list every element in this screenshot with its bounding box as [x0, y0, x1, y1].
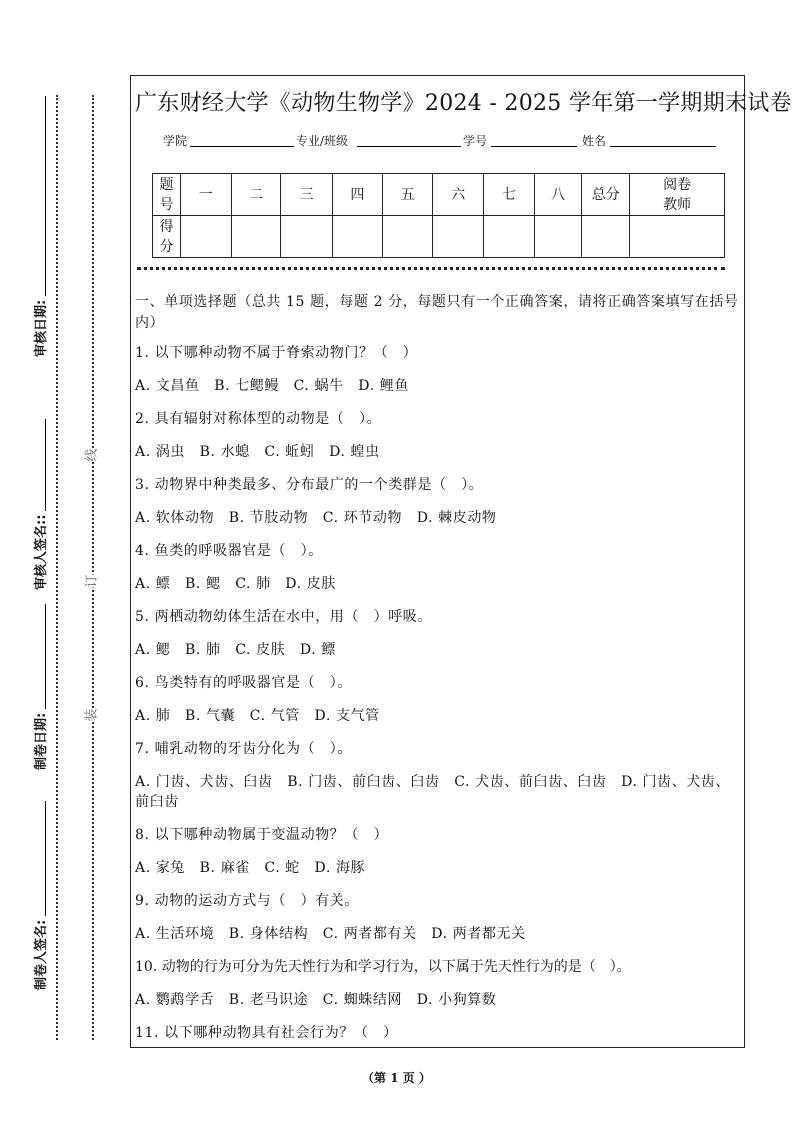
question: 6. 鸟类特有的呼吸器官是（ ）。 [135, 675, 353, 691]
score-cell[interactable] [433, 216, 484, 258]
page-number: （第 1 页 ） [362, 1071, 431, 1085]
question-options: A. 鳔 B. 鳃 C. 肺 D. 皮肤 [135, 576, 336, 592]
column-header: 总分 [582, 174, 630, 216]
column-header: 五 [382, 174, 433, 216]
dotted-divider [137, 267, 725, 270]
question-options: A. 鳃 B. 肺 C. 皮肤 D. 鳔 [135, 642, 336, 658]
question: 5. 两栖动物幼体生活在水中，用（ ）呼吸。 [135, 609, 433, 625]
question: 8. 以下哪种动物属于变温动物？（ ） [135, 827, 389, 843]
college-label: 学院 [163, 134, 188, 148]
column-header: 三 [281, 174, 333, 216]
column-header: 一 [180, 174, 231, 216]
score-cell[interactable] [484, 216, 535, 258]
section-single-choice [135, 292, 740, 1056]
review-date-line[interactable] [44, 96, 46, 296]
binding-mark-bind: 装 [84, 708, 100, 722]
maker-signature-line[interactable] [44, 801, 46, 916]
question: 7. 哺乳动物的牙齿分化为（ ）。 [135, 741, 353, 757]
student-id-label: 学号 [463, 134, 488, 148]
major-input[interactable] [357, 146, 461, 147]
question-options: A. 肺 B. 气囊 C. 气管 D. 支气管 [135, 708, 380, 724]
make-date-field[interactable] [30, 604, 49, 770]
student-info-row [0, 132, 793, 152]
binding-dotted-line-outer [56, 95, 58, 1040]
score-cell[interactable] [333, 216, 383, 258]
make-date-label: 制卷日期: [34, 712, 49, 770]
maker-signature-field[interactable] [30, 801, 49, 990]
score-cell[interactable] [231, 216, 281, 258]
question: 9. 动物的运动方式与（ ）有关。 [135, 893, 360, 909]
question-options: A. 家兔 B. 麻雀 C. 蛇 D. 海豚 [135, 860, 366, 876]
student-id-input[interactable] [491, 146, 577, 147]
question-options: A. 软体动物 B. 节肢动物 C. 环节动物 D. 棘皮动物 [135, 510, 497, 526]
reviewer-signature-line[interactable] [44, 419, 46, 511]
question-options: A. 生活环境 B. 身体结构 C. 两者都有关 D. 两者都无关 [135, 926, 526, 942]
maker-signature-label: 制卷人签名: [34, 919, 49, 990]
score-row [153, 216, 725, 258]
exam-title: 广东财经大学《动物生物学》2024 - 2025 学年第一学期期末试卷 [135, 91, 792, 116]
column-header: 四 [333, 174, 383, 216]
score-cell[interactable] [630, 216, 725, 258]
make-date-line[interactable] [44, 604, 46, 709]
question-options: A. 涡虫 B. 水螅 C. 蚯蚓 D. 蝗虫 [135, 444, 380, 460]
binding-dotted-line-inner [92, 95, 94, 1040]
question-options: A. 文昌鱼 B. 七鳃鳗 C. 蜗牛 D. 鲤鱼 [135, 378, 409, 394]
column-header: 二 [231, 174, 281, 216]
column-header: 阅卷教师 [630, 174, 725, 216]
question-options: A. 门齿、犬齿、臼齿 B. 门齿、前臼齿、臼齿 C. 犬齿、前臼齿、臼齿 D. 门齿、犬齿、前臼齿 [135, 774, 731, 810]
reviewer-signature-label: 审核人签名:: [34, 514, 49, 590]
question-number-row [153, 174, 725, 216]
question: 11. 以下哪种动物具有社会行为？（ ） [135, 1025, 398, 1041]
question: 3. 动物界中种类最多、分布最广的一个类群是（ ）。 [135, 477, 484, 493]
question: 10. 动物的行为可分为先天性行为和学习行为，以下属于先天性行为的是（ ）。 [135, 959, 631, 975]
review-date-label: 审核日期: [34, 299, 49, 357]
question: 1. 以下哪种动物不属于脊索动物门？（ ） [135, 345, 418, 361]
score-table [152, 173, 725, 258]
question-options: A. 鹦鹉学舌 B. 老马识途 C. 蜘蛛结网 D. 小狗算数 [135, 992, 497, 1008]
binding-mark-staple: 订 [84, 574, 100, 588]
major-label: 专业/班级 [296, 134, 349, 148]
column-header: 八 [534, 174, 582, 216]
row-label: 题号 [153, 174, 181, 216]
question: 4. 鱼类的呼吸器官是（ ）。 [135, 543, 323, 559]
score-cell[interactable] [582, 216, 630, 258]
row-label: 得分 [153, 216, 181, 258]
score-cell[interactable] [180, 216, 231, 258]
question: 2. 具有辐射对称体型的动物是（ ）。 [135, 411, 382, 427]
college-input[interactable] [190, 146, 294, 147]
binding-mark-line: 线 [84, 448, 100, 462]
score-cell[interactable] [281, 216, 333, 258]
name-input[interactable] [610, 146, 716, 147]
column-header: 七 [484, 174, 535, 216]
score-cell[interactable] [382, 216, 433, 258]
score-cell[interactable] [534, 216, 582, 258]
name-label: 姓名 [582, 134, 607, 148]
reviewer-signature-field[interactable] [30, 419, 49, 590]
column-header: 六 [433, 174, 484, 216]
section-heading: 一、单项选择题（总共 15 题，每题 2 分，每题只有一个正确答案，请将正确答案填写在括号内） [135, 294, 739, 331]
